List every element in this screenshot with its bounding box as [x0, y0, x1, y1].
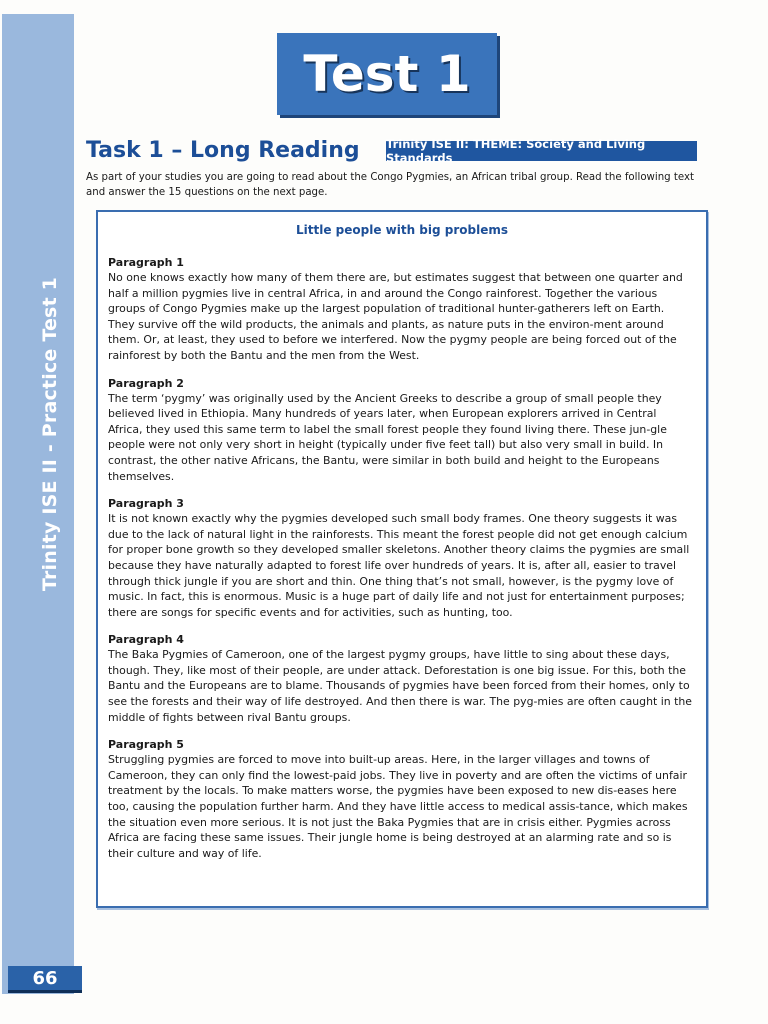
paragraph-text: The Baka Pygmies of Cameroon, one of the largest pygmy groups, have little to sing about these days, though. They, like most of their people, are under attack. Deforestation is one big issue. For this, both the Bantu and the Europeans are to blame. Thousands of pygmies have been forced from their homes, only to see the forests and their way of life destroyed. And then there is war. The pyg-mies are often caught in the middle of fights between rival Bantu groups.: [108, 648, 692, 724]
paragraph-text: It is not known exactly why the pygmies developed such small body frames. One theory suggests it was due to the lack of natural light in the rainforests. This meant the forest people did not get enough calcium for proper bone growth so they developed smaller skeletons. Another theory claims the pygmies are small because they have naturally adapted to forest life over hundreds of years. It is, after all, easier to travel through thick jungle if you are short and thin. One thing that’s not small, however, is the pygmy love of music. In fact, this is enormous. Music is a huge part of daily life and not just for entertainment purposes; there are songs for specific events and for activities, such as hunting, too.: [108, 512, 690, 619]
paragraph-text: The term ‘pygmy’ was originally used by the Ancient Greeks to describe a group of small people they believed lived in Ethiopia. Many hundreds of years later, when European explorers arrived in Central Africa, they used this same term to label the small forest people they found living there. These jun-gle people were not only very short in height (typically under five feet tall) but also very small in build. In contrast, the other native Africans, the Bantu, were similar in both build and height to the Europeans themselves.: [108, 391, 667, 483]
paragraph-4: [108, 632, 694, 725]
side-bar: [2, 14, 74, 994]
paragraph-heading: Paragraph 5: [108, 738, 184, 752]
intro-text: As part of your studies you are going to read about the Congo Pygmies, an African tribal group. Read the following text and answer the 15 questions on the next page.: [86, 172, 694, 198]
paragraph-5: [108, 737, 694, 861]
task-title: Task 1 – Long Reading: [86, 138, 360, 163]
side-label: Trinity ISE II - Practice Test 1: [39, 276, 61, 592]
paragraph-text: No one knows exactly how many of them there are, but estimates suggest that between one quarter and half a million pygmies live in central Africa, in and around the Congo rainforest. Together the various groups of Congo Pygmies make up the largest population of traditional hunter-gatherers left on Earth. They survive off the wild products, the animals and plants, as nature puts in the environ-ment around them. Or, at least, they used to before we interfered. Now the pygmy people are being forced out of the rainforest by both the Bantu and the men from the West.: [108, 271, 683, 362]
paragraph-heading: Paragraph 3: [108, 497, 184, 511]
paragraph-heading: Paragraph 1: [108, 256, 184, 269]
test-title: Test 1: [277, 33, 497, 115]
paragraph-text: Struggling pygmies are forced to move into built-up areas. Here, in the larger villages and towns of Cameroon, they can only find the lowest-paid jobs. They live in poverty and are often the victims of unfair treatment by the locals. To make matters worse, the pygmies have been exposed to new dis-eases here too, causing the population further harm. And they have little access to medical assis-tance, which makes the situation even more serious. It is not just the Baka Pygmies that are in crisis either. Pygmies across Africa are facing these same issues. Their jungle home is being destroyed at an alarming rate and so is their culture and way of life.: [108, 753, 688, 860]
reading-box: [96, 210, 708, 908]
paragraph-1: [108, 255, 694, 364]
paragraph-2: [108, 376, 694, 485]
paragraph-heading: Paragraph 4: [108, 633, 184, 647]
theme-badge: Trinity ISE II: THEME: Society and Living Standards: [386, 141, 697, 161]
paragraph-heading: Paragraph 2: [108, 376, 184, 390]
reading-title: Little people with big problems: [295, 223, 509, 237]
paragraph-3: [108, 496, 694, 620]
page-number: 66: [8, 966, 82, 993]
